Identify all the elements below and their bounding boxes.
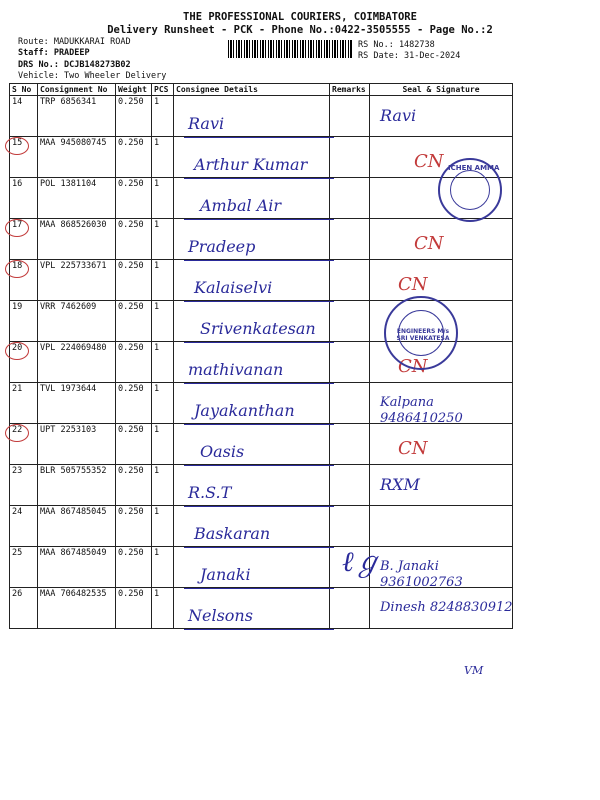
row-pcs: 1 <box>152 137 174 178</box>
row-consignment: BLR 505755352 <box>38 465 116 506</box>
row-consignment: TVL 1973644 <box>38 383 116 424</box>
header-pcs: PCS <box>152 84 174 96</box>
row-consignment: MAA 945080745 <box>38 137 116 178</box>
row-sno: 26 <box>10 588 38 629</box>
handwritten-underline <box>184 383 334 384</box>
seal-stamp-1: ICHEN AMMA <box>438 158 502 222</box>
row-weight: 0.250 <box>116 178 152 219</box>
handwritten-consignee: Pradeep <box>188 237 256 256</box>
row-signature: CN <box>414 151 444 172</box>
handwritten-consignee: Srivenkatesan <box>200 319 316 338</box>
row-signature: CN <box>398 438 428 459</box>
row-sno: 22 <box>10 424 38 465</box>
row-signature: RXM <box>380 475 420 494</box>
row-weight: 0.250 <box>116 260 152 301</box>
row-consignee <box>174 424 330 465</box>
header-seal: Seal & Signature <box>370 84 513 96</box>
row-seal <box>370 424 513 465</box>
row-weight: 0.250 <box>116 96 152 137</box>
handwritten-consignee: mathivanan <box>188 360 284 379</box>
row-weight: 0.250 <box>116 465 152 506</box>
table-header-row <box>10 84 513 96</box>
row-consignment: POL 1381104 <box>38 178 116 219</box>
row-remarks <box>330 178 370 219</box>
header-remarks: Remarks <box>330 84 370 96</box>
row-signature: CN <box>398 356 428 377</box>
row-sno: 14 <box>10 96 38 137</box>
header-sno: S No <box>10 84 38 96</box>
handwritten-underline <box>184 547 334 548</box>
sno-circle-mark <box>5 137 29 155</box>
row-consignment: VRR 7462609 <box>38 301 116 342</box>
row-sno: 20 <box>10 342 38 383</box>
row-sno: 16 <box>10 178 38 219</box>
sno-circle-mark <box>5 342 29 360</box>
row-pcs: 1 <box>152 547 174 588</box>
row-consignment: MAA 868526030 <box>38 219 116 260</box>
row-sno: 18 <box>10 260 38 301</box>
handwritten-underline <box>184 178 334 179</box>
header-consignee: Consignee Details <box>174 84 330 96</box>
header-weight: Weight <box>116 84 152 96</box>
row-pcs: 1 <box>152 383 174 424</box>
row-weight: 0.250 <box>116 424 152 465</box>
barcode <box>228 40 352 58</box>
row-remarks <box>330 301 370 342</box>
row-pcs: 1 <box>152 178 174 219</box>
handwritten-underline <box>184 465 334 466</box>
rs-number: RS No.: 1482738 <box>358 40 435 50</box>
row-sno: 17 <box>10 219 38 260</box>
row-sno: 21 <box>10 383 38 424</box>
handwritten-underline <box>184 137 334 138</box>
handwritten-underline <box>184 588 334 589</box>
row-pcs: 1 <box>152 301 174 342</box>
runsheet-subtitle: Delivery Runsheet - PCK - Phone No.:0422-3505555 - Page No.:2 <box>107 24 493 36</box>
row-pcs: 1 <box>152 260 174 301</box>
handwritten-underline <box>184 629 334 630</box>
handwritten-consignee: Janaki <box>200 565 251 584</box>
table-row <box>10 424 513 465</box>
row-signature: Ravi <box>380 106 417 125</box>
handwritten-underline <box>184 506 334 507</box>
handwritten-underline <box>184 260 334 261</box>
row-pcs: 1 <box>152 588 174 629</box>
handwritten-consignee: Jayakanthan <box>194 401 295 420</box>
seal-stamp-2: ENGINEERS M/s SRI VENKATESA <box>384 296 458 370</box>
row-weight: 0.250 <box>116 506 152 547</box>
row-remarks <box>330 588 370 629</box>
header-consignment: Consignment No <box>38 84 116 96</box>
row-sno: 24 <box>10 506 38 547</box>
staff-label: Staff: PRADEEP <box>18 48 90 58</box>
handwritten-underline <box>184 301 334 302</box>
row-pcs: 1 <box>152 219 174 260</box>
row-consignment: MAA 867485049 <box>38 547 116 588</box>
row-remarks <box>330 424 370 465</box>
vehicle-label: Vehicle: Two Wheeler Delivery <box>18 71 167 81</box>
row-weight: 0.250 <box>116 383 152 424</box>
row-signature: B. Janaki 9361002763 <box>380 559 463 590</box>
handwritten-underline <box>184 424 334 425</box>
footer-mark: VM <box>464 664 484 677</box>
row-remarks <box>330 96 370 137</box>
handwritten-consignee: Oasis <box>200 442 245 461</box>
row-signature: CN <box>398 274 428 295</box>
row-weight: 0.250 <box>116 547 152 588</box>
row-sno: 23 <box>10 465 38 506</box>
row-signature: Kalpana 9486410250 <box>380 395 463 426</box>
scribble-signature: ℓℊ <box>342 545 382 578</box>
row-signature: CN <box>414 233 444 254</box>
row-pcs: 1 <box>152 342 174 383</box>
row-weight: 0.250 <box>116 219 152 260</box>
row-seal <box>370 260 513 301</box>
drs-number: DRS No.: DCJB148273B02 <box>18 60 131 70</box>
row-sno: 19 <box>10 301 38 342</box>
row-consignment: VPL 224069480 <box>38 342 116 383</box>
row-pcs: 1 <box>152 424 174 465</box>
row-consignment: TRP 6856341 <box>38 96 116 137</box>
row-consignee <box>174 547 330 588</box>
sno-circle-mark <box>5 424 29 442</box>
handwritten-underline <box>184 342 334 343</box>
row-weight: 0.250 <box>116 301 152 342</box>
row-sno: 15 <box>10 137 38 178</box>
handwritten-consignee: Arthur Kumar <box>194 155 308 174</box>
handwritten-consignee: Ambal Air <box>200 196 282 215</box>
handwritten-consignee: Baskaran <box>194 524 271 543</box>
handwritten-underline <box>184 219 334 220</box>
row-signature: Dinesh 8248830912 <box>380 600 513 615</box>
handwritten-consignee: Nelsons <box>188 606 253 625</box>
row-consignment: MAA 867485045 <box>38 506 116 547</box>
row-consignment: VPL 225733671 <box>38 260 116 301</box>
company-title: THE PROFESSIONAL COURIERS, COIMBATORE <box>183 11 417 23</box>
handwritten-consignee: Ravi <box>188 114 225 133</box>
row-consignment: MAA 706482535 <box>38 588 116 629</box>
sno-circle-mark <box>5 260 29 278</box>
row-pcs: 1 <box>152 96 174 137</box>
row-sno: 25 <box>10 547 38 588</box>
sno-circle-mark <box>5 219 29 237</box>
row-remarks <box>330 383 370 424</box>
row-seal <box>370 506 513 547</box>
row-pcs: 1 <box>152 465 174 506</box>
handwritten-consignee: R.S.T <box>188 483 232 502</box>
row-weight: 0.250 <box>116 342 152 383</box>
row-weight: 0.250 <box>116 137 152 178</box>
row-weight: 0.250 <box>116 588 152 629</box>
row-remarks <box>330 219 370 260</box>
handwritten-consignee: Kalaiselvi <box>194 278 273 297</box>
row-remarks <box>330 342 370 383</box>
row-remarks <box>330 465 370 506</box>
row-remarks <box>330 260 370 301</box>
rs-date: RS Date: 31-Dec-2024 <box>358 51 461 61</box>
route-label: Route: MADUKKARAI ROAD <box>18 37 131 47</box>
row-remarks <box>330 137 370 178</box>
row-consignment: UPT 2253103 <box>38 424 116 465</box>
row-pcs: 1 <box>152 506 174 547</box>
